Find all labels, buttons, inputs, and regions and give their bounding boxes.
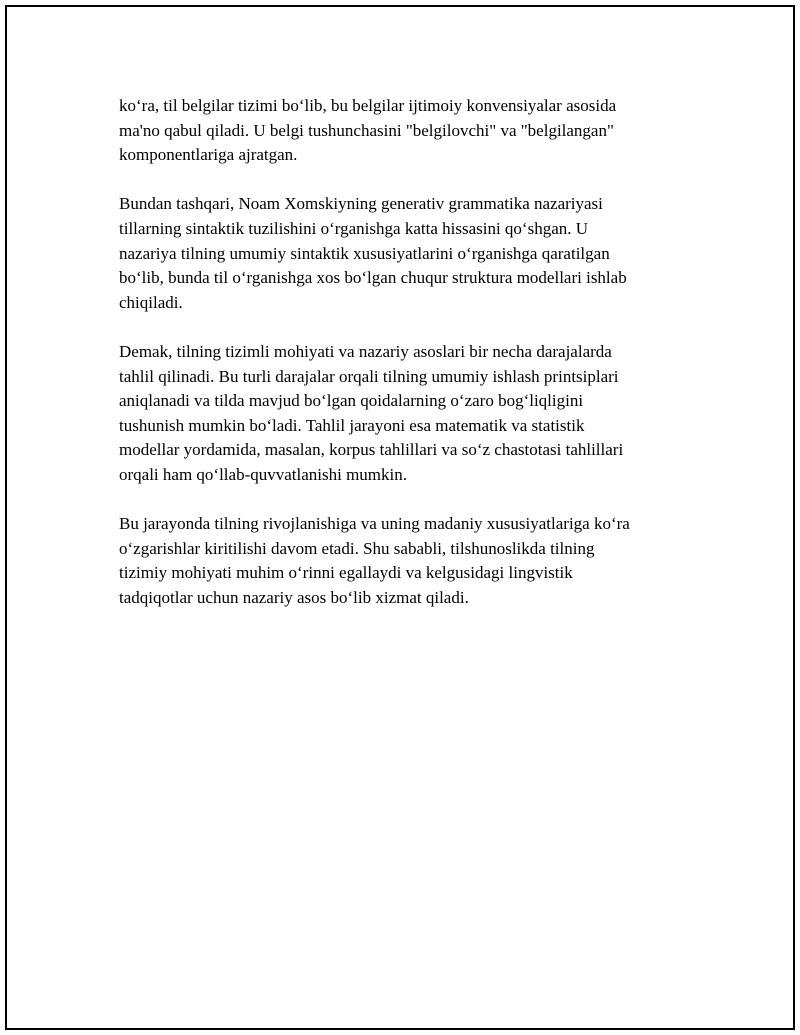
- paragraph-3: Demak, tilning tizimli mohiyati va nazariy asoslari bir necha darajalarda tahlil qilinadi. Bu turli darajalar orqali tilning umumiy ishlash printsiplari aniqlanadi va tilda mavjud bo‘lgan qoidalarning o‘zaro bog‘liqligini tushunish mumkin bo‘ladi. Tahlil jarayoni esa matematik va statistik modellar yordamida, masalan, korpus tahlillari va so‘z chastotasi tahlillari orqali ham qo‘llab-quvvatlanishi mumkin.: [119, 341, 624, 484]
- document-page: [5, 5, 795, 1030]
- paragraph-4: Bu jarayonda tilning rivojlanishiga va uning madaniy xususiyatlariga ko‘ra o‘zgarishlar kiritilishi davom etadi. Shu sababli, tilshunoslikda tilning tizimiy mohiyati muhim o‘rinni egallaydi va kelgusidagi lingvistik tadqiqotlar uchun nazariy asos bo‘lib xizmat qiladi.: [119, 514, 630, 607]
- paragraph-1: ko‘ra, til belgilar tizimi bo‘lib, bu belgilar ijtimoiy konvensiyalar asosida ma'no qabul qiladi. U belgi tushunchasini "belgilovchi" va "belgilangan" komponentlariga ajratgan.: [119, 96, 617, 165]
- paragraph-2: Bundan tashqari, Noam Xomskiyning generativ grammatika nazariyasi tillarning sintaktik tuzilishini o‘rganishga katta hissasini qo‘shgan. U nazariya tilning umumiy sintaktik xususiyatlarini o‘rganishga qaratilgan bo‘lib, bunda til o‘rganishga xos bo‘lgan chuqur struktura modellari ishlab chiqiladi.: [119, 194, 627, 312]
- document-body: [119, 94, 699, 635]
